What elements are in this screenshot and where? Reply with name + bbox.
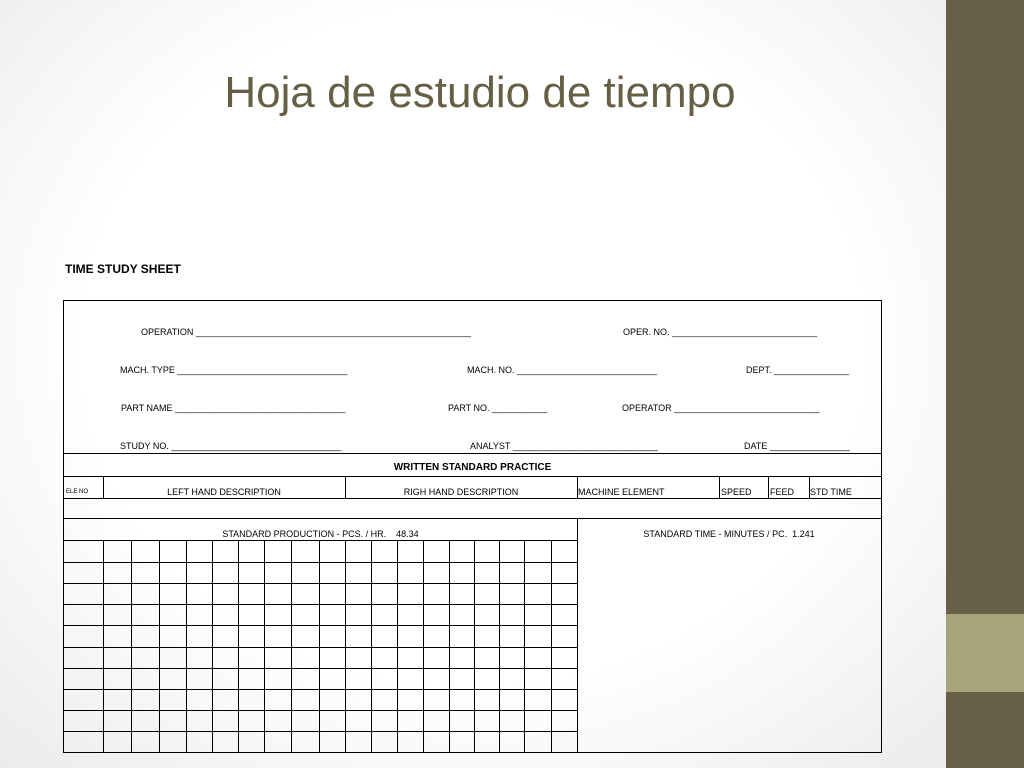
grid-column-line xyxy=(345,541,346,752)
grid-row-line xyxy=(64,647,577,648)
grid-row-line xyxy=(64,689,577,690)
sheet-title: TIME STUDY SHEET xyxy=(65,262,181,276)
grid-row-line xyxy=(64,562,577,563)
part-no-field: PART NO. ___________ xyxy=(448,403,548,413)
oper-no-field: OPER. NO. _____________________________ xyxy=(623,327,818,337)
grid-column-line xyxy=(371,541,372,752)
grid-column-line xyxy=(423,541,424,752)
written-practice-heading: WRITTEN STANDARD PRACTICE xyxy=(393,462,552,473)
grid-row-line xyxy=(64,668,577,669)
operator-field: OPERATOR _____________________________ xyxy=(622,403,820,413)
col-std-time: STD TIME xyxy=(810,487,852,497)
grid-row-line xyxy=(64,604,577,605)
grid-column-line xyxy=(499,541,500,752)
col-divider xyxy=(768,476,769,498)
mach-type-field: MACH. TYPE __________________________________ xyxy=(120,365,348,375)
col-feed: FEED xyxy=(770,487,795,497)
rule-header-end xyxy=(64,453,881,454)
col-right-hand: RIGH HAND DESCRIPTION xyxy=(403,487,519,497)
part-name-field: PART NAME __________________________________ xyxy=(121,403,346,413)
grid-column-line xyxy=(524,541,525,752)
study-no-field: STUDY NO. __________________________________ xyxy=(120,441,342,451)
sidebar-accent-bottom xyxy=(946,692,1024,768)
analyst-field: ANALYST _____________________________ xyxy=(470,441,658,451)
col-machine-element: MACHINE ELEMENT xyxy=(578,487,665,497)
grid-column-line xyxy=(238,541,239,752)
mach-no-field: MACH. NO. ____________________________ xyxy=(467,365,658,375)
rule-practice-end xyxy=(64,476,881,477)
rule-blank-row-end xyxy=(64,518,881,519)
operation-field: OPERATION _______________________________________________________ xyxy=(141,327,472,337)
grid-column-line xyxy=(264,541,265,752)
observation-grid xyxy=(64,541,577,752)
time-study-form xyxy=(63,300,882,753)
grid-column-line xyxy=(291,541,292,752)
grid-column-line xyxy=(186,541,187,752)
col-divider xyxy=(719,476,720,498)
grid-row-line xyxy=(64,731,577,732)
grid-column-line xyxy=(212,541,213,752)
grid-column-line xyxy=(474,541,475,752)
standard-production: STANDARD PRODUCTION - PCS. / HR. 48.34 xyxy=(222,529,419,539)
sidebar-accent-middle xyxy=(946,614,1024,692)
dept-field: DEPT. _______________ xyxy=(746,365,850,375)
col-left-hand: LEFT HAND DESCRIPTION xyxy=(167,487,281,497)
grid-column-line xyxy=(449,541,450,752)
slide-title: Hoja de estudio de tiempo xyxy=(224,68,736,117)
col-ele-no: ELE NO xyxy=(66,489,89,495)
lower-divider xyxy=(577,518,578,752)
rule-columns-end xyxy=(64,498,881,499)
grid-column-line xyxy=(319,541,320,752)
standard-time: STANDARD TIME - MINUTES / PC. 1.241 xyxy=(643,529,815,539)
grid-row-line xyxy=(64,583,577,584)
grid-column-line xyxy=(131,541,132,752)
grid-row-line xyxy=(64,625,577,626)
grid-column-line xyxy=(551,541,552,752)
date-field: DATE ________________ xyxy=(744,441,850,451)
grid-column-line xyxy=(159,541,160,752)
grid-row-line xyxy=(64,710,577,711)
col-speed: SPEED xyxy=(721,487,752,497)
grid-column-line xyxy=(103,541,104,752)
grid-column-line xyxy=(397,541,398,752)
